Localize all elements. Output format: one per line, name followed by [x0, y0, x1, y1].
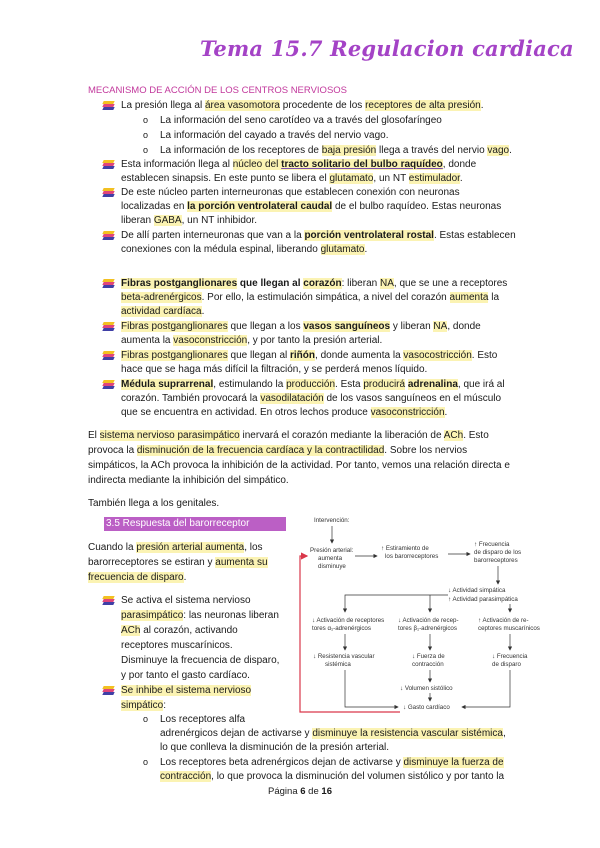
flow-estiramiento-2: los barorreceptores: [385, 553, 439, 560]
section-heading-mecanismo: MECANISMO DE ACCIÓN DE LOS CENTROS NERVIOSOS: [88, 85, 348, 96]
bullet-text: Disminuye la frecuencia de disparo,: [121, 655, 280, 666]
flow-presion-disminuye: disminuye: [318, 563, 346, 570]
flow-frecuencia: ↑ Frecuencia: [474, 541, 510, 548]
flow-simpatica: ↓ Actividad simpática: [448, 587, 506, 594]
bullet-text: parasimpático: las neuronas liberan: [121, 610, 279, 621]
flow-presion-label: Presión arterial:: [310, 547, 354, 554]
flow-frec-disparo-2: de disparo: [492, 661, 521, 668]
flow-alfa: ↓ Activación de receptores: [312, 617, 385, 624]
sub-bullet-text: Los receptores beta adrenérgicos dejan de activarse y disminuye la fuerza de: [160, 757, 504, 768]
flow-fuerza-2: contracción: [412, 661, 444, 668]
bullet-text: establecen sinapsis. En este punto se libera el glutamato, un NT estimulador.: [121, 173, 463, 184]
flow-frecuencia-3: barorreceptores: [474, 557, 518, 564]
bullet-text: liberan GABA, un NT inhibidor.: [121, 215, 258, 226]
flow-arrow: [345, 670, 398, 707]
circle-bullet-icon: o: [143, 130, 149, 140]
flow-beta-2: tores β₁-adrenérgicos: [398, 625, 457, 632]
bullet-icon: [103, 686, 114, 695]
bullet-text: simpático:: [121, 700, 167, 711]
bullet-text: Esta información llega al núcleo del tracto solitario del bulbo raquídeo, donde: [121, 159, 477, 170]
bullet-text: conexiones con la médula espinal, liberando glutamato.: [121, 244, 368, 255]
sub-bullet-text: La información de los receptores de baja presión llega a través del nervio vago.: [160, 145, 512, 156]
bullet-icon: [103, 279, 114, 288]
sub-bullet-text: La información del seno carotídeo va a través del glosofaríngeo: [160, 115, 442, 126]
flow-arrow: [462, 670, 510, 707]
flow-resistencia-2: sistémica: [325, 661, 351, 668]
sub-bullet-text: Los receptores alfa: [160, 714, 246, 725]
section-heading-box: [104, 517, 286, 531]
paragraph-text: frecuencia de disparo.: [88, 572, 187, 583]
paragraph-text: simpáticos, la ACh provoca la inhibición de la actividad. Por tanto, vemos una relación directa e: [88, 460, 510, 471]
bullet-text: actividad cardíaca.: [121, 306, 205, 317]
flow-muscarinicos-2: ceptores muscarínicos: [478, 625, 540, 632]
bullet-text: y por tanto el gasto cardíaco.: [121, 670, 250, 681]
page-title: Tema 15.7 Regulacion cardiaca: [200, 36, 574, 61]
flow-resistencia: ↓ Resistencia vascular: [313, 653, 375, 660]
bullet-text: Fibras postganglionares que llegan a los vasos sanguíneos y liberan NA, donde: [121, 321, 481, 332]
bullet-text: Médula suprarrenal, estimulando la producción. Esta producirá adrenalina, que irá al: [121, 379, 505, 390]
flow-feedback-arrow: [300, 556, 400, 712]
paragraph-text: El sistema nervioso parasimpático inervará el corazón mediante la liberación de ACh. Esto: [88, 430, 489, 441]
flow-presion-aumenta: aumenta: [318, 555, 343, 562]
circle-bullet-icon: o: [143, 115, 149, 125]
bullet-text: ACh al corazón, activando: [121, 625, 238, 636]
bullet-text: corazón. También provocará la vasodilatación de los vasos sanguíneos en el músculo: [121, 393, 502, 404]
paragraph-text: Cuando la presión arterial aumenta, los: [88, 542, 263, 553]
bullet-text: aumenta la vasoconstricción, y por tanto la presión arterial.: [121, 335, 383, 346]
bullet-text: que se encuentra en actividad. En otros lechos produce vasoconstricción.: [121, 407, 448, 418]
flow-volumen: ↓ Volumen sistólico: [400, 685, 453, 692]
flow-arrow: [345, 595, 448, 612]
circle-bullet-icon: o: [143, 145, 149, 155]
bullet-text: beta-adrenérgicos. Por ello, la estimulación simpática, a nivel del corazón aumenta la: [121, 292, 499, 303]
bullet-icon: [103, 160, 114, 169]
bullet-text: La presión llega al área vasomotora procedente de los receptores de alta presión.: [121, 100, 484, 111]
circle-bullet-icon: o: [143, 757, 149, 767]
bullet-icon: [103, 322, 114, 331]
sub-bullet-text: adrenérgicos dejan de activarse y disminuye la resistencia vascular sistémica,: [160, 728, 506, 739]
sub-bullet-text: contracción, lo que provoca la disminución del volumen sistólico y por tanto la: [160, 771, 505, 782]
flow-gasto: ↓ Gasto cardíaco: [403, 704, 450, 711]
bullet-text: De allí parten interneuronas que van a la porción ventrolateral rostal. Estas establecen: [121, 230, 516, 241]
bullet-icon: [103, 596, 114, 605]
bullet-text: receptores muscarínicos.: [121, 640, 233, 651]
page-footer: Página 6 de 16: [268, 786, 332, 797]
sub-bullet-text: lo que conlleva la disminución de la presión arterial.: [160, 742, 390, 753]
bullet-icon: [103, 351, 114, 360]
bullet-icon: [103, 231, 114, 240]
bullet-icon: [103, 188, 114, 197]
flow-estiramiento: ↑ Estiramiento de: [381, 545, 429, 552]
sub-bullet-text: La información del cayado a través del nervio vago.: [160, 130, 389, 141]
bullet-text: Se inhibe el sistema nervioso: [121, 685, 252, 696]
flow-frec-disparo: ↓ Frecuencia: [492, 653, 528, 660]
bullet-text: hace que se haga más difícil la filtración, y se perderá menos líquido.: [121, 364, 428, 375]
flow-muscarinicos: ↑ Activación de re-: [478, 617, 529, 624]
bullet-text: Fibras postganglionares que llegan al riñón, donde aumenta la vasocostricción. Esto: [121, 350, 498, 361]
flow-alfa-2: tores α₁-adrenérgicos: [312, 625, 371, 632]
bullet-icon: [103, 380, 114, 389]
flow-fuerza: ↓ Fuerza de: [412, 653, 445, 660]
paragraph-text: provoca la disminución de la frecuencia cardíaca y la contractilidad. Sobre los nervios: [88, 445, 468, 456]
flow-intervencion-label: Intervención:: [314, 517, 350, 524]
circle-bullet-icon: o: [143, 714, 149, 724]
bullet-text: localizadas en la porción ventrolateral caudal de el bulbo raquídeo. Estas neuronas: [121, 201, 502, 212]
flow-parasimpatica: ↑ Actividad parasimpática: [448, 596, 518, 603]
flow-beta: ↓ Activación de recep-: [398, 617, 459, 624]
flow-frecuencia-2: de disparo de los: [474, 549, 522, 556]
section-heading-barorreceptor: 3.5 Respuesta del barorreceptor: [106, 518, 250, 529]
paragraph-text: También llega a los genitales.: [88, 498, 220, 509]
bullet-text: Fibras postganglionares que llegan al corazón: liberan NA, que se une a receptores: [121, 278, 508, 289]
paragraph-text: barorreceptores se estiran y aumenta su: [88, 557, 268, 568]
bullet-text: Se activa el sistema nervioso: [121, 595, 251, 606]
paragraph-text: indirecta mediante la inhibición del simpático.: [88, 475, 289, 486]
bullet-text: De este núcleo parten interneuronas que establecen conexión con neuronas: [121, 187, 460, 198]
bullet-icon: [103, 101, 114, 110]
